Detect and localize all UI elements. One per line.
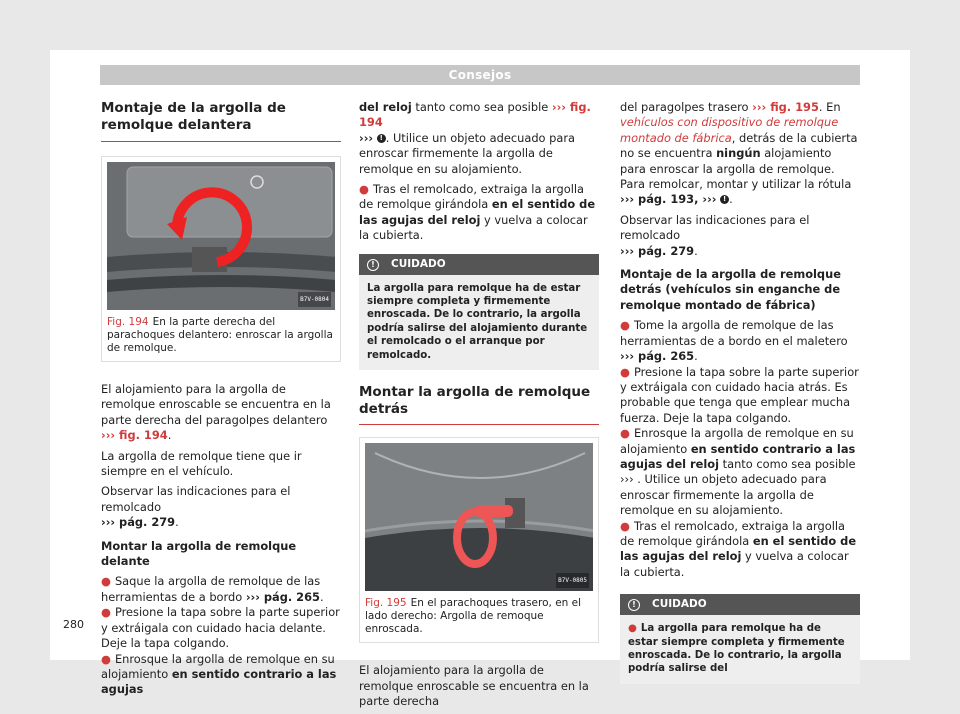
paragraph: El alojamiento para la argolla de remolque enroscable se encuentra en la parte derecha bbox=[359, 663, 589, 708]
rear-bumper-illustration bbox=[365, 443, 593, 591]
paragraph: Observar las indicaciones para el remolcado ››› pág. 279. bbox=[620, 212, 810, 258]
list-item: ● Tras el remolcado, extraiga la argolla de remolque girándola en el sentido de las agujas del reloj y vuelva a colocar la cubierta. bbox=[359, 182, 596, 243]
front-bumper-illustration bbox=[107, 162, 335, 310]
warning-icon: ! bbox=[367, 259, 379, 271]
column-1 bbox=[101, 100, 341, 698]
figure-code: B7V-0805 bbox=[556, 573, 589, 588]
page-number: 280 bbox=[63, 618, 84, 631]
paragraph: La argolla de remolque tiene que ir siempre en el vehículo. bbox=[101, 448, 302, 479]
section-heading: Montar la argolla de remolque detrás bbox=[359, 384, 599, 425]
list-item: ● Saque la argolla de remolque de las herramientas de a bordo ››› pág. 265. bbox=[101, 574, 324, 604]
list-item: ● Presione la tapa sobre la parte superior y extráigala con cuidado hacia atrás. Es probable que tenga que emplear mucha fuerza. Deje la tapa colgando. bbox=[620, 364, 859, 425]
subheading: Montar la argolla de remolque delante bbox=[101, 538, 297, 569]
column-3 bbox=[620, 100, 860, 696]
caution-box: ! CUIDADO ● La argolla para remolque ha de estar siempre completa y firmemente enroscada. De lo contrario, la argolla podría salirse del bbox=[620, 594, 860, 684]
paragraph: del reloj tanto como sea posible ››› fig. 194 ››› ! . Utilice un objeto adecuado para enroscar firmemente la argolla de remolque en su alojamiento. bbox=[359, 100, 591, 176]
list-item: ● Presione la tapa sobre la parte superior y extráigala con cuidado hacia delante. Deje la tapa colgando. bbox=[101, 605, 340, 651]
list-item: ● Tome la argolla de remolque de las herramientas de a bordo en el maletero ››› pág. 265. bbox=[620, 318, 848, 364]
caution-box: ! CUIDADO La argolla para remolque ha de estar siempre completa y firmemente enroscada. De lo contrario, la argolla podría salirse del alojamiento durante el remolcado o el arranque por remolcado. bbox=[359, 254, 599, 370]
figure-image bbox=[107, 162, 335, 310]
list-item: ● Enrosque la argolla de remolque en su alojamiento en sentido contrario a las agujas bbox=[101, 651, 337, 697]
figure-caption: Fig. 195 En el parachoques trasero, en el lado derecho: Argolla de remoque enroscada. bbox=[365, 597, 582, 636]
paragraph: del paragolpes trasero ››› fig. 195. En vehículos con dispositivo de remolque montado de fábrica, detrás de la cubierta no se encuentra ningún alojamiento para enroscar la argolla de remolque. Para remolcar, montar y utilizar la rótula ››› pág. 193, ››› ! . bbox=[620, 100, 858, 207]
info-icon: ! bbox=[720, 195, 729, 204]
subheading: Montaje de la argolla de remolque detrás (vehículos sin enganche de remolque montado de fábrica) bbox=[620, 267, 841, 312]
list-item: ● Enrosque la argolla de remolque en su alojamiento en sentido contrario a las agujas del reloj tanto como sea posible ››› . Utilice un objeto adecuado para enroscar firmemente la argolla de remolque en su alojamiento. bbox=[620, 426, 856, 518]
warning-icon: ! bbox=[628, 599, 640, 611]
figure-image bbox=[365, 443, 593, 591]
paragraph: El alojamiento para la argolla de remolque enroscable se encuentra en la parte derecha del paragolpes delantero ››› fig. 194. bbox=[101, 382, 331, 443]
figure-code: B7V-0804 bbox=[298, 292, 331, 307]
section-title: Montaje de la argolla de remolque delantera bbox=[101, 100, 341, 142]
figure-195 bbox=[359, 437, 599, 643]
figure-194 bbox=[101, 156, 341, 362]
paragraph: Observar las indicaciones para el remolcado ››› pág. 279. bbox=[101, 484, 291, 530]
info-icon: ! bbox=[377, 134, 386, 143]
list-item: ● Tras el remolcado, extraiga la argolla de remolque girándola en el sentido de las agujas del reloj y vuelva a colocar la cubierta. bbox=[620, 518, 857, 579]
column-2 bbox=[359, 100, 599, 714]
chapter-header: Consejos bbox=[100, 65, 860, 85]
figure-caption: Fig. 194 En la parte derecha del parachoques delantero: enroscar la argolla de remolque. bbox=[107, 316, 333, 354]
